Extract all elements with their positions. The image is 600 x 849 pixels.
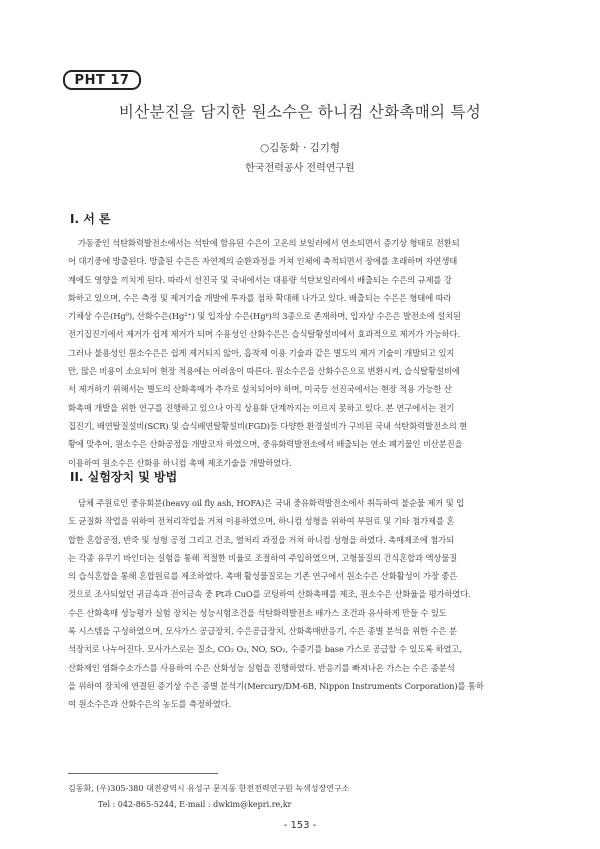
text-line: 서 제거하기 위해서는 별도의 산화촉매가 추가로 설치되어야 하며, 미국등 선진국에서는 현장 적용 가능한 산 bbox=[68, 384, 452, 395]
text-line: 화하고 있으며, 수은 측정 및 제거기술 개발에 투자를 점차 확대해 나가고 있다. 배출되는 수은은 형태에 따라 bbox=[68, 292, 452, 303]
text-line: 담체 주원료인 중유회분(heavy oil fly ash, HOFA)은 국내 중유화력발전소에서 취득하여 불순물 제거 및 입 bbox=[78, 498, 465, 508]
text-line: 어 대기중에 방출된다. 방출된 수은은 자연계의 순환과정을 거쳐 인체에 축적되면서 장애를 초래하며 자연생태 bbox=[68, 256, 458, 267]
text-line: 의 습식혼합을 통해 혼합원료를 제조하였다. 촉매 활성물질로는 기존 연구에서 원소수은 산화활성이 가장 좋은 bbox=[68, 571, 458, 582]
text-line: 기체상 수은(Hg⁰), 산화수은(Hg²⁺) 및 입자상 수은(Hgᵖ)의 3종으로 존재하며, 입자상 수은은 발전소에 설치된 bbox=[68, 311, 461, 322]
text-line: 그러나 불용성인 원소수은은 쉽게 제거되지 않아, 흡착제 이용 기술과 같은 별도의 제거 기술이 개발되고 있지 bbox=[68, 347, 455, 358]
section-heading-introduction: I. 서 론 bbox=[70, 212, 111, 226]
footnote bbox=[68, 781, 349, 813]
text-line: 이용하여 원소수은 산화용 하니컴 촉매 제조기술을 개발하였다. bbox=[68, 457, 292, 468]
affiliation: 한국전력공사 전력연구원 bbox=[245, 163, 355, 174]
page-number: - 153 - bbox=[283, 820, 317, 831]
text-line: 을 위하여 장치에 연결된 증기상 수은 종별 분석기(Mercury/DM-6B, Nippon Instruments Corporation)를 통하 bbox=[68, 680, 484, 691]
methods-paragraph bbox=[68, 494, 532, 714]
text-line: 합한 혼합공정, 반죽 및 성형 공정 그리고 건조, 열처리 과정을 거쳐 하니컴 성형을 하였다. 촉매제조에 첨가되 bbox=[68, 534, 455, 545]
text-line: 가동중인 석탄화력발전소에서는 석탄에 함유된 수은이 고온의 보일러에서 연소되면서 증기상 형태로 전환되 bbox=[78, 238, 460, 248]
authors: ○김동화 · 김기형 bbox=[259, 142, 341, 154]
text-line: 여 원소수은과 산화수은의 농도를 측정하였다. bbox=[68, 699, 232, 710]
footnote-address: 김동화, (우)305-380 대전광역시 유성구 문지동 한전전력연구원 녹색성장연구소 bbox=[68, 784, 350, 793]
text-line: 수은 산화촉매 성능평가 실험 장치는 성능시험조건을 석탄화력발전소 배가스 조건과 유사하게 만들 수 있도 bbox=[68, 607, 447, 618]
footnote-divider bbox=[68, 773, 218, 774]
text-line: 록 시스템을 구성하였으며, 모사가스 공급장치, 수은공급장치, 산화촉매반응기, 수은 종별 분석을 위한 수은 분 bbox=[68, 626, 457, 637]
text-line: 계에도 영향을 끼치게 된다. 따라서 선진국 및 국내에서는 대용량 석탄보일러에서 배출되는 수은의 규제를 강 bbox=[68, 274, 452, 285]
text-line: 는 각종 유무기 바인더는 실험을 통해 적절한 비율로 조절하여 주입하였으며, 고형물질의 건식혼합과 액상물질 bbox=[68, 552, 458, 563]
text-line: 것으로 조사되었던 귀금속과 전이금속 중 Pt과 CuO를 코팅하여 산화촉매를 제조, 원소수은 산화율을 평가하였다. bbox=[68, 589, 471, 600]
text-line: 만, 많은 비용이 소요되어 현장 적용에는 어려움이 따른다. 원소수은을 산화수은으로 변환시켜, 습식탈황설비에 bbox=[68, 366, 460, 377]
paper-id-badge: PHT 17 bbox=[63, 70, 141, 90]
text-line: 황에 맞추어, 원소수은 산화공정을 개발코자 하였으며, 중유화력발전소에서 배출되는 연소 폐기물인 비산분진을 bbox=[68, 439, 463, 450]
text-line: 도 균질화 작업을 위하여 전처리작업을 거쳐 이용하였으며, 하니컴 성형을 위하여 부원료 및 기타 첨가제를 혼 bbox=[68, 516, 455, 527]
text-line: 산화제인 염화수소가스를 사용하여 수은 산화성능 실험을 진행하였다. 반응기를 빠져나온 가스는 수은 종분석 bbox=[68, 662, 455, 673]
text-line: 석장치로 나누어진다. 모사가스로는 질소, CO₂ O₂, NO, SO₂, 수증기를 base 가스로 공급할 수 있도록 하였고, bbox=[68, 644, 462, 655]
paper-title: 비산분진을 담지한 원소수은 하니컴 산화촉매의 특성 bbox=[118, 103, 482, 121]
section-heading-methods: II. 실험장치 및 방법 bbox=[70, 470, 178, 484]
text-line: 화촉매 개발을 위한 연구를 진행하고 있으나 아직 상용화 단계까지는 이르지 못하고 있다. 본 연구에서는 전기 bbox=[68, 402, 455, 413]
introduction-paragraph bbox=[68, 234, 532, 472]
footnote-contact: Tel : 042-865-5244, E-mail : dwkim@kepri.re,kr bbox=[98, 800, 292, 809]
text-line: 집진기, 배연탈질설비(SCR) 및 습식배연탈황설비(FGD)등 다양한 환경설비가 구비된 국내 석탄화력발전소의 현 bbox=[68, 420, 468, 431]
text-line: 전기집진기에서 제거가 쉽게 제거가 되며 수용성인 산화수은은 습식탈황설비에서 효과적으로 제거가 가능하다. bbox=[68, 329, 460, 340]
